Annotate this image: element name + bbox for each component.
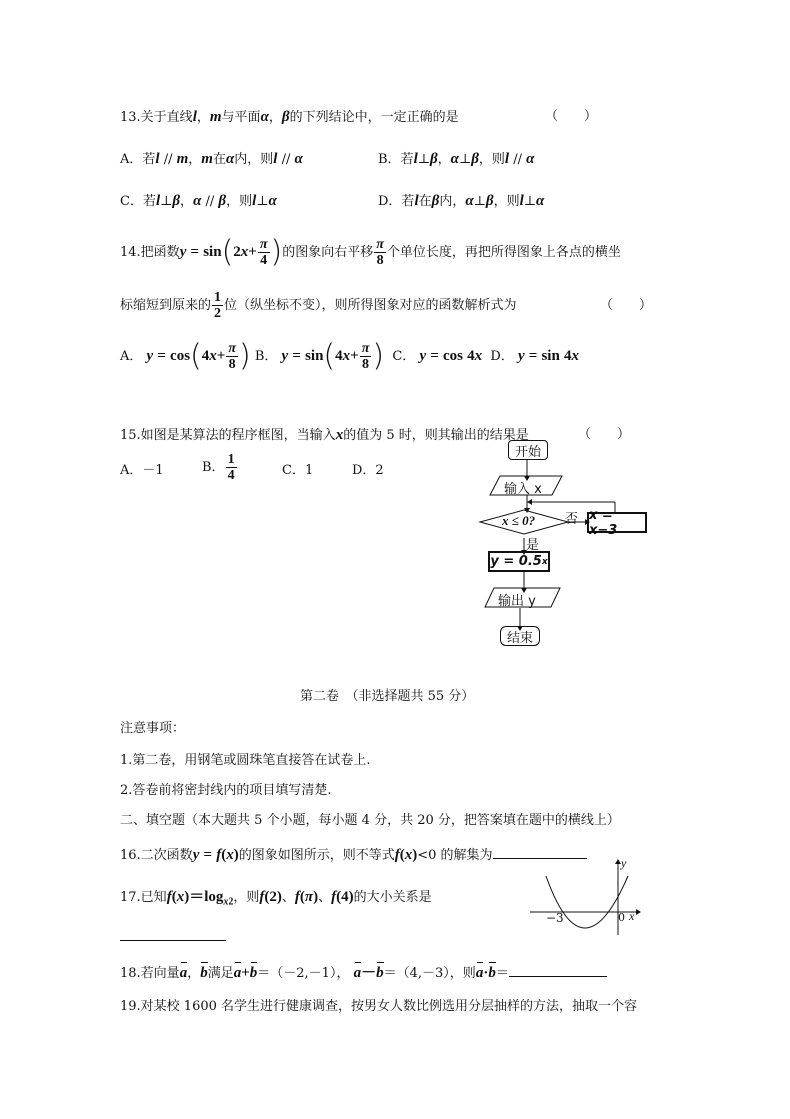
q15-option-c[interactable]: C．1	[282, 463, 314, 478]
q14-option-d[interactable]: D． y = sin 4x	[490, 348, 579, 364]
fill-section-title: 二、填空题（本大题共 5 个小题，每小题 4 分，共 20 分，把答案填在题中的横线上）	[120, 813, 620, 828]
q15-option-d[interactable]: D．2	[352, 463, 384, 478]
q13-option-a[interactable]: A．若l // m，m在α内，则l // α	[120, 151, 303, 167]
q13-stem: 13.关于直线l，m与平面α，β的下列结论中，一定正确的是	[120, 109, 459, 125]
q13-option-c[interactable]: C．若l⊥β，α // β，则l⊥α	[120, 193, 277, 209]
q15-option-b[interactable]: B． $\frac{1}{4}$	[202, 452, 235, 483]
q14-option-a[interactable]: A． y = cos(4x+ $\frac{\pi}{8}$ )	[120, 338, 251, 374]
q15-stem: 15.如图是某算法的程序框图，当输入x的值为 5 时，则其输出的结果是	[120, 427, 529, 443]
q18-answer-blank[interactable]	[509, 976, 607, 977]
q15-option-a[interactable]: A．－1	[120, 463, 164, 478]
q17-stem: 17.已知$f(x)=\log_{x2}$，则f(2)、f(π)、f(4)的大小关系是	[120, 889, 432, 908]
section2-title: 第二卷 （非选择题共 55 分）	[300, 689, 475, 704]
q14-option-c[interactable]: C． y = cos 4x	[392, 348, 483, 364]
flowchart-update: x = x−3	[587, 512, 647, 533]
q15-paren: （ ）	[578, 427, 631, 442]
flowchart-input: 输入 x	[504, 482, 542, 497]
q19-stem: 19.对某校 1600 名学生进行健康调查，按男女人数比例选用分层抽样的方法，抽取一个容	[120, 999, 638, 1014]
q14-stem-line1: 14.把函数y = sin(2x+ $\frac{\pi}{4}$ )的图象向右平移 $\frac{\pi}{8}$ 个单位长度，再把所得图象上各点的横坐	[120, 234, 621, 270]
graph-y-label: y	[621, 856, 627, 870]
q13-option-d[interactable]: D．若l在β内，α⊥β，则l⊥α	[378, 193, 545, 209]
flowchart-start: 开始	[508, 440, 548, 460]
q14-stem-line2: 标缩短到原来的 $\frac{1}{2}$ 位（纵坐标不变），则所得图象对应的函数解析式为	[120, 290, 517, 321]
q18-stem: 18.若向量a，b满足a+b＝（－2,－1）， a－b＝（4,－3），则a·b＝	[120, 964, 607, 983]
notes-title: 注意事项：	[120, 721, 186, 736]
graph-zero-label: 0	[618, 911, 625, 924]
note-2: 2.答卷前将密封线内的项目填写清楚.	[120, 783, 332, 798]
q13-paren: （ ）	[545, 109, 598, 124]
q14-option-b[interactable]: B． y = sin(4x+ $\frac{\pi}{8}$ )	[254, 338, 385, 374]
flowchart-output: 输出 y	[498, 594, 536, 609]
graph-x-label: x	[629, 909, 635, 923]
q13-option-b[interactable]: B．若l⊥β，α⊥β，则l // α	[378, 151, 535, 167]
q14-paren: （ ）	[600, 298, 653, 313]
flowchart-no-label: 否	[565, 512, 579, 527]
note-1: 1.第二卷，用钢笔或圆珠笔直接答在试卷上.	[120, 753, 371, 768]
flowchart-condition: x ≤ 0?	[502, 513, 536, 528]
flowchart-end: 结束	[500, 626, 540, 646]
flowchart-yes-label: 是	[526, 538, 540, 553]
q16-stem: 16.二次函数y = f(x)的图象如图所示，则不等式f(x)<0 的解集为	[120, 846, 587, 865]
graph-neg3-label: −3	[546, 911, 564, 925]
flowchart-assign: y = 0.5 x	[488, 551, 550, 572]
